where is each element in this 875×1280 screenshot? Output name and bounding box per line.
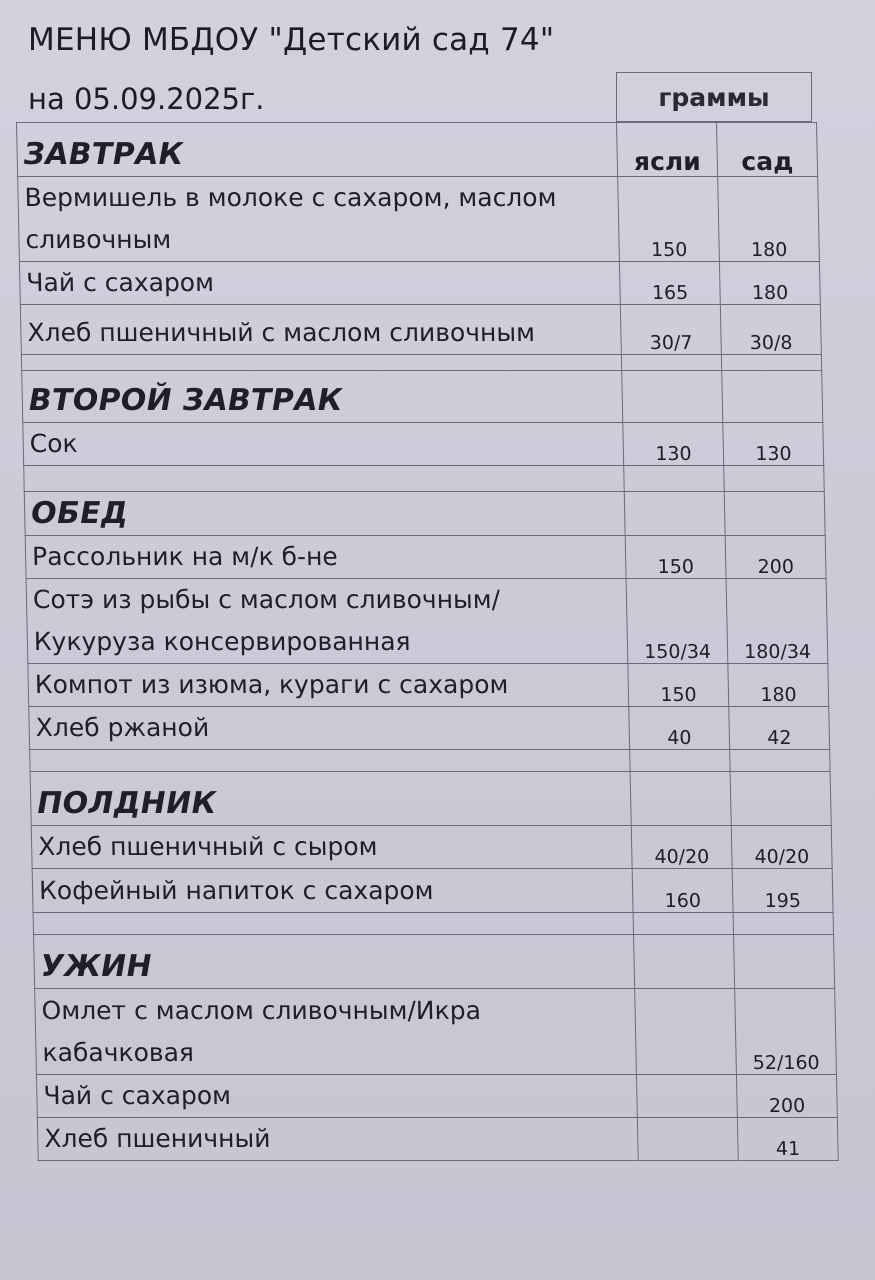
section-title: УЖИН — [34, 935, 635, 989]
table-row — [32, 869, 833, 913]
spacer-row — [30, 750, 830, 772]
dish-name: Рассольник на м/к б-не — [25, 536, 626, 579]
section-row-dinner — [34, 935, 835, 989]
dish-name: Чай с сахаром — [36, 1075, 637, 1118]
portion-garden: 180 — [718, 177, 820, 262]
portion-garden: 180 — [728, 664, 829, 707]
table-row — [36, 1075, 837, 1118]
dish-name: Хлеб пшеничный с сыром — [31, 826, 632, 869]
table-row — [37, 1118, 838, 1161]
spacer-row — [33, 913, 833, 935]
portion-garden: 180 — [719, 262, 820, 305]
dish-name: Хлеб пшеничный с маслом сливочным — [20, 305, 621, 355]
portion-garden: 195 — [732, 869, 833, 913]
section-row-breakfast — [17, 123, 818, 177]
portion-garden: 41 — [737, 1118, 838, 1161]
column-header-garden: сад — [717, 123, 818, 177]
portion-garden: 200 — [725, 536, 826, 579]
section-row-afternoon-snack — [30, 772, 831, 826]
section-title: ВТОРОЙ ЗАВТРАК — [22, 371, 623, 423]
table-row — [28, 664, 829, 707]
portion-nursery: 30/7 — [620, 305, 721, 355]
dish-name: Омлет с маслом сливочным/Икра кабачковая — [35, 989, 637, 1075]
section-row-second-breakfast — [22, 371, 823, 423]
dish-name: Кофейный напиток с сахаром — [32, 869, 633, 913]
grams-header: граммы — [616, 72, 812, 122]
dish-name: Сок — [23, 423, 624, 466]
table-row — [29, 707, 830, 750]
section-title: ПОЛДНИК — [30, 772, 631, 826]
menu-table — [16, 122, 839, 1161]
portion-garden: 40/20 — [731, 826, 832, 869]
portion-garden: 30/8 — [720, 305, 821, 355]
section-title: ОБЕД — [24, 492, 625, 536]
portion-garden: 52/160 — [735, 989, 837, 1075]
portion-nursery: 150 — [625, 536, 726, 579]
menu-date: на 05.09.2025г. — [28, 82, 265, 116]
table-row — [20, 305, 821, 355]
dish-name: Компот из изюма, кураги с сахаром — [28, 664, 629, 707]
table-row — [26, 579, 828, 664]
dish-name: Сотэ из рыбы с маслом сливочным/ Кукуруза консервированная — [26, 579, 628, 664]
table-row — [31, 826, 832, 869]
portion-nursery: 165 — [619, 262, 720, 305]
portion-garden: 42 — [729, 707, 830, 750]
table-row — [18, 177, 820, 262]
portion-garden: 180/34 — [726, 579, 828, 664]
portion-nursery — [635, 989, 737, 1075]
spacer-row — [24, 466, 825, 492]
table-row — [35, 989, 837, 1075]
dish-name: Вермишель в молоке с сахаром, маслом сливочным — [18, 177, 620, 262]
portion-nursery: 40 — [629, 707, 730, 750]
portion-garden: 130 — [723, 423, 824, 466]
dish-name: Хлеб пшеничный — [37, 1118, 638, 1161]
portion-nursery — [636, 1075, 737, 1118]
portion-nursery: 130 — [623, 423, 724, 466]
portion-garden: 200 — [736, 1075, 837, 1118]
portion-nursery: 150 — [628, 664, 729, 707]
section-row-lunch — [24, 492, 825, 536]
dish-name: Хлеб ржаной — [29, 707, 630, 750]
portion-nursery: 150/34 — [626, 579, 728, 664]
table-row — [25, 536, 826, 579]
spacer-row — [21, 355, 821, 371]
column-header-nursery: ясли — [617, 123, 718, 177]
document-title: МЕНЮ МБДОУ "Детский сад 74" — [28, 22, 555, 58]
portion-nursery: 150 — [618, 177, 720, 262]
portion-nursery: 40/20 — [631, 826, 732, 869]
portion-nursery: 160 — [632, 869, 733, 913]
table-row — [23, 423, 824, 466]
portion-nursery — [637, 1118, 738, 1161]
dish-name: Чай с сахаром — [19, 262, 620, 305]
table-row — [19, 262, 820, 305]
section-title: ЗАВТРАК — [17, 123, 618, 177]
